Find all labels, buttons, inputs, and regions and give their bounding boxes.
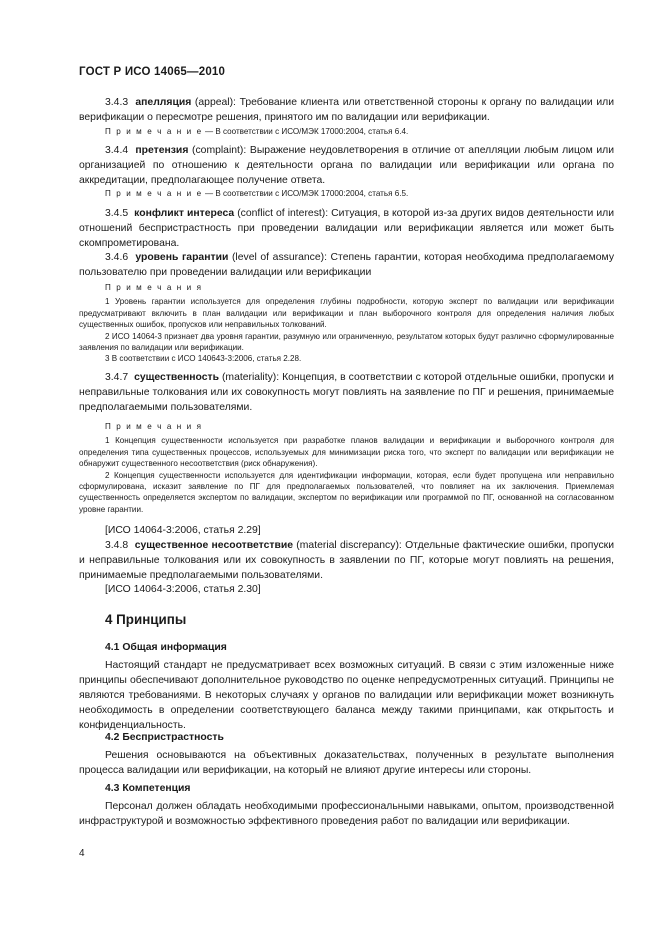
clause-3-4-4 (79, 143, 614, 188)
definition: (level of assurance): Степень гарантии, которая необходима предполагаемому пользователю при проведении валидации или верификации (79, 252, 615, 278)
term: существенное несоответствие (134, 540, 294, 551)
note-item: 2 Концепция существенности используется для идентификации информации, которая, если будет пропущена или неправильно сформулирована, исказит заявление по ПГ для предполагаемых пользователей, что повлияет на их заключения. Приемлемая существенность определяется экспертом по валидации, экспертом по верификации или программой по ПГ, основанной на согласованном уровне гарантии. (79, 470, 614, 514)
definition: (complaint): Выражение неудовлетворения в отличие от апелляции любым лицом или организацией по отношению к деятельности органа по валидации или верификации или органа по аккредитации, предполагающее получение ответа. (79, 145, 614, 186)
paragraph-4-1: Настоящий стандарт не предусматривает всех возможных ситуаций. В связи с этим изложенные ниже принципы обеспечивают дополнительное руководство по оценке непредусмотренных ситуаций. Принципы не являются требованиями. В некоторых случаях у органов по валидации или верификации может возникнуть необходимость в определении соответствующего баланса между такими принципами, как открытость и конфиденциальность. (79, 660, 614, 731)
term: претензия (135, 145, 189, 156)
note-item: 1 Концепция существенности используется при разработке планов валидации и верификации и выборочного контроля для определения типа существенных процессов, используемых для минимизации риска того, что эксперт по валидации или верификации не обнаружит существенного несоответствия (риск обнаружения). (79, 436, 614, 469)
reference-3-4-7: [ИСО 14064-3:2006, статья 2.29] (105, 525, 261, 536)
clause-number: 3.4.4 (105, 145, 129, 156)
clause-3-4-7 (79, 370, 614, 415)
definition: (materiality): Концепция, в соответствии с которой отдельные ошибки, пропуски и неправильные толкования или их совокупность могут повлиять на заявление по ПГ и решения, принимаемые предполагаемыми пользователями. (79, 372, 614, 413)
note-label: П р и м е ч а н и е (105, 127, 203, 136)
clause-number: 3.4.3 (105, 97, 129, 108)
page-number: 4 (79, 848, 85, 859)
clause-number: 3.4.5 (105, 208, 129, 219)
reference-3-4-8: [ИСО 14064-3:2006, статья 2.30] (105, 584, 261, 595)
notes-3-4-6 (79, 282, 614, 365)
note-3-4-4 (79, 188, 614, 199)
clause-number: 3.4.7 (105, 372, 129, 383)
note-item: 3 В соответствии с ИСО 140643-3:2006, статья 2.28. (105, 354, 302, 364)
note-text: — В соответствии с ИСО/МЭК 17000:2004, статья 6.5. (202, 189, 409, 198)
definition: (material discrepancy): Отдельные фактические ошибки, пропуски и неправильные толкования или их совокупность в заявлении по ПГ, которые могут повлиять на решения, принимаемые предполагаемыми пользователями. (79, 540, 614, 581)
document-header: ГОСТ Р ИСО 14065—2010 (79, 66, 226, 78)
term: апелляция (135, 97, 192, 108)
note-label: П р и м е ч а н и е (105, 189, 203, 198)
term: существенность (134, 372, 219, 383)
clause-3-4-5 (79, 206, 614, 251)
notes-title: П р и м е ч а н и я (105, 283, 203, 292)
section-4-heading: 4 Принципы (105, 612, 187, 627)
heading-4-2: 4.2 Беспристрастность (105, 732, 224, 743)
paragraph-4-2: Решения основываются на объективных доказательствах, полученных в результате выполнения процесса валидации или верификации, на который не влияют другие интересы или стороны. (79, 750, 614, 776)
definition: (appeal): Требование клиента или ответственной стороны к органу по валидации или верификации о пересмотре решения, принятого им по валидации или верификации. (79, 97, 614, 123)
paragraph-4-3: Персонал должен обладать необходимыми профессиональными навыками, опытом, производственной инфраструктурой и возможностью эффективного проведения работ по валидации или верификации. (79, 801, 614, 827)
notes-3-4-7 (79, 421, 614, 515)
clause-number: 3.4.6 (105, 252, 129, 263)
clause-3-4-8 (79, 538, 614, 583)
note-item: 2 ИСО 14064-3 признает два уровня гарантии, разумную или ограниченную, результатом которых будут различно сформулированные заявления по валидации или верификации. (79, 331, 614, 353)
note-text: — В соответствии с ИСО/МЭК 17000:2004, статья 6.4. (202, 127, 409, 136)
definition: (conflict of interest): Ситуация, в которой из-за других видов деятельности или отношений беспристрастность при проведении валидации или верификации является или может быть скомпрометирована. (79, 208, 614, 249)
heading-4-1: 4.1 Общая информация (105, 642, 227, 653)
term: уровень гарантии (135, 252, 229, 263)
note-item: 1 Уровень гарантии используется для определения глубины подробности, которую эксперт по валидации или верификации предусматривают включить в план валидации или верификации и план выборочного контроля для определения наличия любых существенных ошибок, пропусков или неправильных толкований. (79, 297, 614, 330)
clause-3-4-3 (79, 95, 614, 125)
note-3-4-3 (79, 126, 614, 137)
clause-number: 3.4.8 (105, 540, 129, 551)
heading-4-3: 4.3 Компетенция (105, 783, 191, 794)
term: конфликт интереса (134, 208, 235, 219)
clause-3-4-6 (79, 250, 614, 280)
notes-title: П р и м е ч а н и я (105, 422, 203, 431)
